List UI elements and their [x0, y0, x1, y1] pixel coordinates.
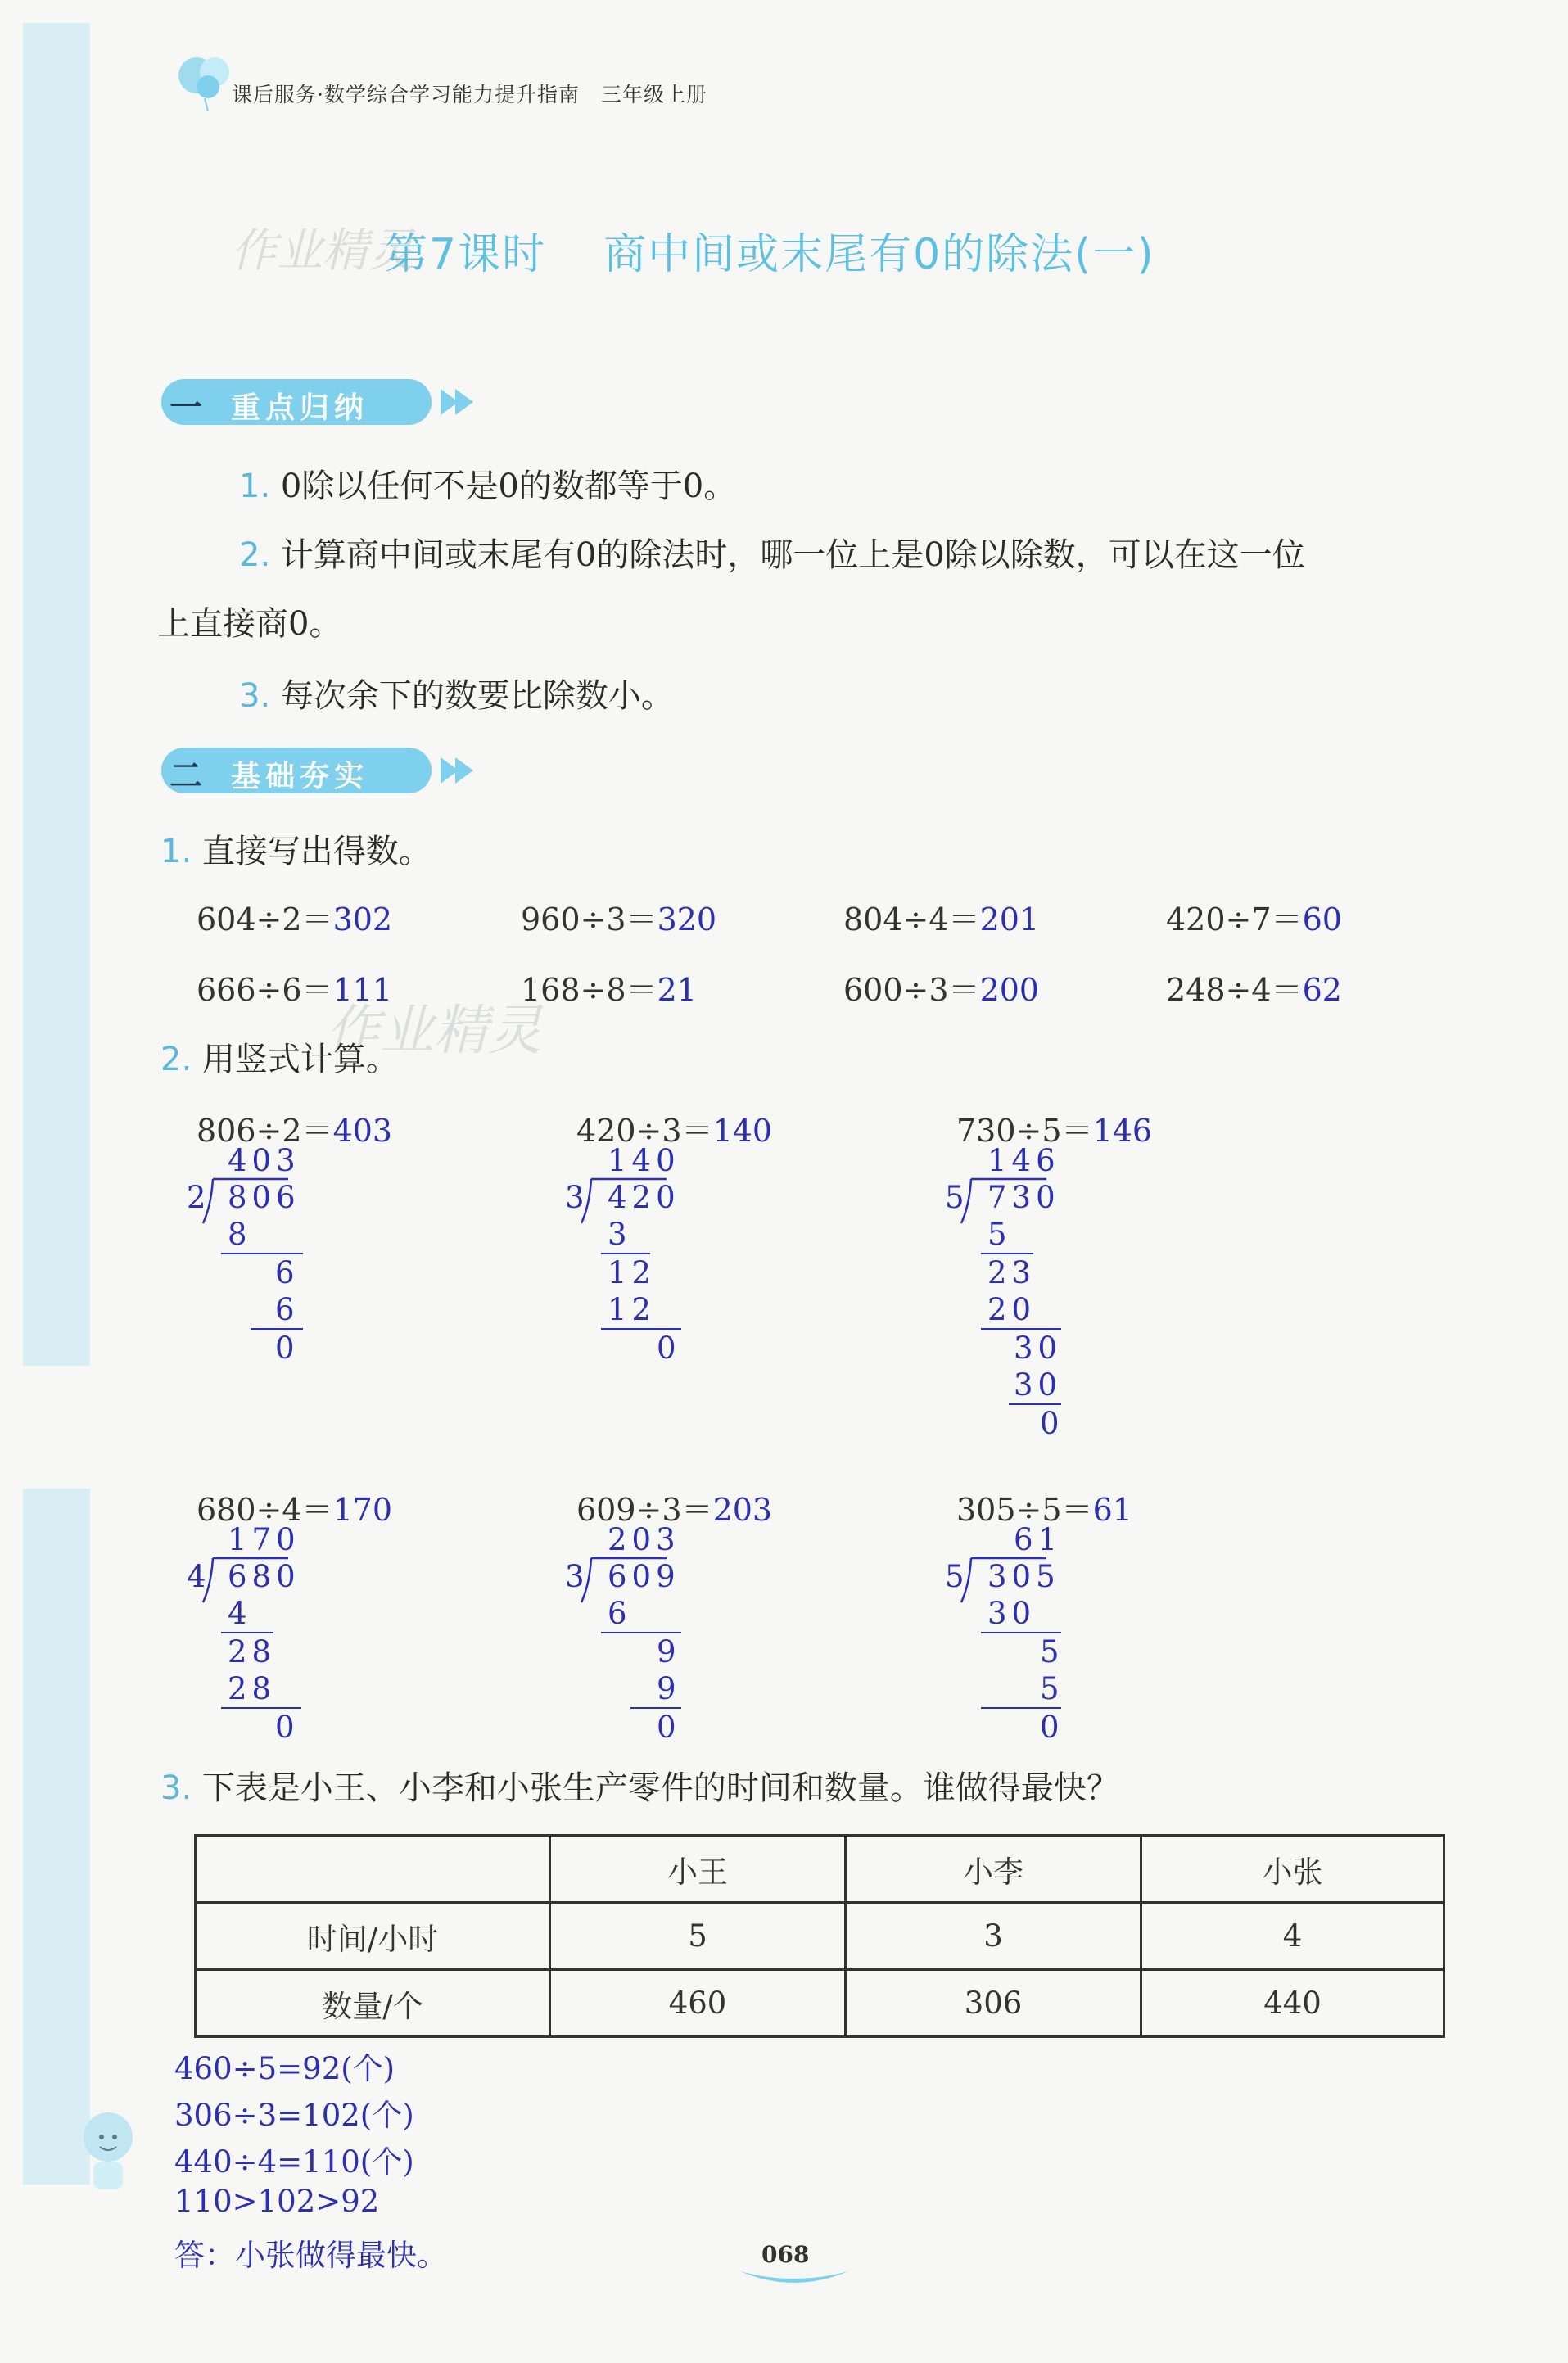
key-point-1: 1. 0除以任何不是0的数都等于0。	[239, 468, 737, 505]
section-number: 一	[169, 389, 202, 427]
equation: 600÷3＝200	[843, 972, 1040, 1008]
key-point-2-cont: 上直接商0。	[157, 605, 342, 643]
question-3: 3. 下表是小王、小李和小张生产零件的时间和数量。谁做得最快？	[160, 1769, 1119, 1807]
left-decor-strip	[23, 1489, 90, 2185]
equation: 168÷8＝21	[521, 972, 697, 1008]
table-cell: 440	[1141, 1970, 1444, 2037]
table-cell: 3	[846, 1903, 1141, 1970]
lesson-title	[385, 219, 1155, 281]
equation: 960÷3＝320	[521, 901, 717, 938]
lesson-topic: 商中间或末尾有0的除法(一)	[603, 230, 1155, 279]
table-row	[196, 1903, 1444, 1970]
key-point-2: 2. 计算商中间或末尾有0的除法时，哪一位上是0除以除数，可以在这一位	[239, 536, 1305, 574]
row-label: 数量/个	[196, 1970, 550, 2037]
equation: 609÷3＝203	[576, 1492, 773, 1528]
answer-line: 110>102>92	[174, 2184, 380, 2219]
play-arrow-icon	[455, 757, 473, 784]
equation: 305÷5＝61	[956, 1492, 1132, 1528]
equation: 666÷6＝111	[197, 972, 393, 1008]
lesson-number: 第7课时	[385, 230, 547, 279]
key-point-3: 3. 每次余下的数要比除数小。	[239, 677, 674, 715]
running-header: 课后服务·数学综合学习能力提升指南 三年级上册	[232, 83, 707, 106]
equation: 730÷5＝146	[956, 1113, 1153, 1149]
answer-line: 答：小张做得最快。	[174, 2238, 447, 2273]
answer-line: 460÷5=92(个)	[174, 2051, 395, 2086]
table-header: 小李	[846, 1836, 1141, 1903]
production-table	[194, 1834, 1445, 2038]
watermark: 作业精灵	[326, 999, 542, 1062]
row-label: 时间/小时	[196, 1903, 550, 1970]
kid-mascot-icon	[75, 2104, 141, 2194]
table-cell: 4	[1141, 1903, 1444, 1970]
watermark: 作业精灵	[231, 224, 414, 278]
equation: 248÷4＝62	[1166, 972, 1342, 1008]
equation: 420÷7＝60	[1166, 901, 1342, 938]
table-row	[196, 1970, 1444, 2037]
table-header: 小王	[550, 1836, 846, 1903]
section-label: 基础夯实	[231, 760, 369, 793]
table-cell	[196, 1836, 550, 1903]
page-number: 068	[761, 2241, 810, 2268]
table-cell: 460	[550, 1970, 846, 2037]
answer-line: 306÷3=102(个)	[174, 2098, 414, 2133]
left-decor-strip	[23, 23, 90, 1366]
table-header: 小张	[1141, 1836, 1444, 1903]
section-label: 重点归纳	[231, 391, 369, 425]
equation: 680÷4＝170	[197, 1492, 393, 1528]
table-cell: 306	[846, 1970, 1141, 2037]
question-2: 2. 用竖式计算。	[160, 1041, 399, 1078]
equation: 804÷4＝201	[843, 901, 1040, 938]
page-number-ribbon-icon	[737, 2266, 852, 2291]
page: 课后服务·数学综合学习能力提升指南 三年级上册 作业精灵 第7课时 商中间或末尾有0的除法(一) 一 重点归纳 1. 0除以任何不是0的数都等于0。 2. 计算商中间或末尾有0的除法时，哪一位上是0除以除数，可以在这一位 上直接商0。 3. 每次余下的数要比除数小。 二 基础夯实 1. 直接写出得数。 604÷2＝302 960÷3＝320 804÷4＝201 420÷7＝60 666÷6＝111 168÷8＝21 600÷3＝200 248÷4＝62 作业精灵 2. 用竖式计算。 806÷2＝403 420÷3＝140 730÷5＝146 403 2 806 8 6 6 0 140 3 420 3 12 12 0 146 5 730 5 23 20 30 30 0 680÷4＝170 609÷3＝203 305÷5＝61 170 4 680 4 28 28 0 203 3 609 6 9 9 0 61 5 305 30 5 5 0 3. 下表是小王、小李和小张生产零件的时间和数量。谁做得最快？ 小王 小李 小张 时间/小时 5 3 4 数量/个 460 306 440 460÷5=92(个) 306÷3=102(个) 440÷4=110(个) 110>102>92 答：小张做得最快。 068	[0, 0, 1568, 2363]
equation: 604÷2＝302	[197, 901, 393, 938]
question-1: 1. 直接写出得数。	[160, 833, 432, 870]
equation: 806÷2＝403	[197, 1113, 393, 1149]
answer-line: 440÷4=110(个)	[174, 2144, 414, 2180]
play-arrow-icon	[455, 389, 473, 415]
table-row	[196, 1836, 1444, 1903]
equation: 420÷3＝140	[576, 1113, 773, 1149]
section-number: 二	[169, 757, 202, 795]
table-cell: 5	[550, 1903, 846, 1970]
